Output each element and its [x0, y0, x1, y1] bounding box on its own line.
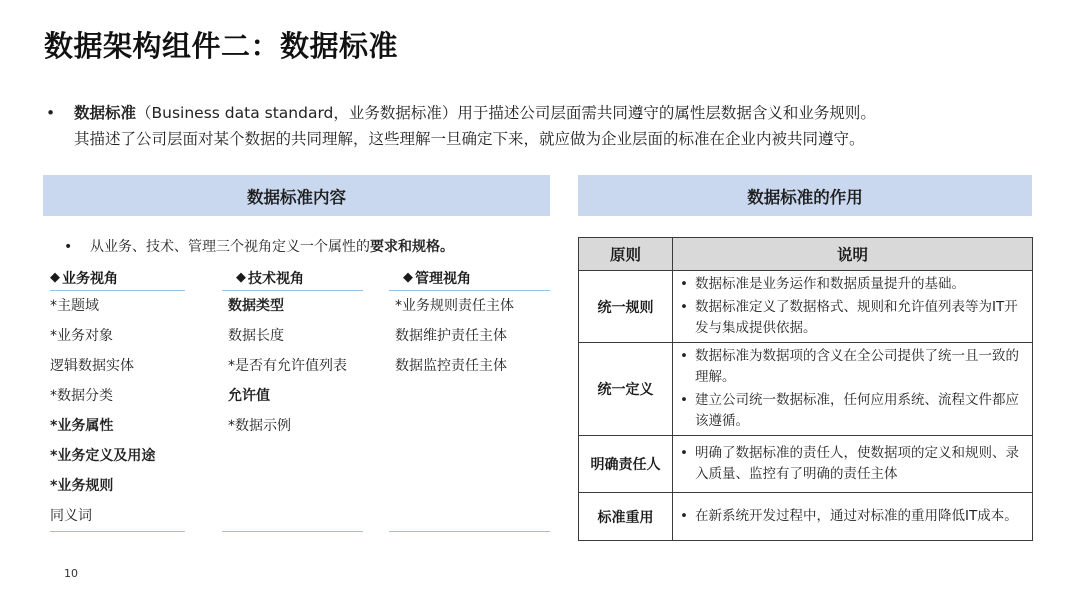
column-header: [389, 265, 550, 291]
description-cell: [673, 493, 1033, 541]
list-item: 数据长度: [228, 328, 284, 344]
attribute-list: [222, 291, 363, 441]
list-item: 允许值: [228, 388, 270, 404]
effects-section-header: 数据标准的作用: [578, 175, 1032, 216]
principle-cell: 明确责任人: [579, 436, 673, 493]
technical-perspective-column: [222, 265, 363, 441]
header-description: 说明: [673, 238, 1033, 271]
list-item: *业务属性: [50, 418, 114, 434]
intro-bullet: •: [46, 104, 56, 122]
diamond-icon: ◆: [50, 270, 60, 285]
page-title: 数据架构组件二：数据标准: [44, 29, 399, 63]
header-principle: 原则: [579, 238, 673, 271]
list-item: 数据类型: [228, 298, 284, 314]
page-number: 10: [64, 567, 78, 580]
description-point: • 数据标准定义了数据格式、规则和允许值列表等为IT开发与集成提供依据。: [677, 297, 1028, 339]
intro-term: 数据标准: [74, 104, 137, 122]
list-item: 逻辑数据实体: [50, 358, 134, 374]
table-row: [579, 271, 1033, 343]
column-header-label: 业务视角: [62, 270, 118, 287]
list-item: 数据维护责任主体: [395, 328, 507, 344]
intro-line-1-rest: （Business data standard，业务数据标准）用于描述公司层面需共同遵守的属性层数据含义和业务规则。: [136, 104, 876, 122]
intro-line-2: 其描述了公司层面对某个数据的共同理解，这些理解一旦确定下来，就应做为企业层面的标准在企业内被共同遵守。: [74, 130, 865, 148]
sub-bullet-emphasis: 要求和规格。: [370, 239, 454, 255]
effects-table: [578, 237, 1033, 541]
column-divider: [50, 531, 185, 532]
list-item: 数据监控责任主体: [395, 358, 507, 374]
column-header-label: 技术视角: [248, 270, 304, 287]
table-header-row: [579, 238, 1033, 271]
sub-bullet-text: 从业务、技术、管理三个视角定义一个属性的: [90, 239, 370, 255]
attribute-list: [50, 291, 185, 531]
column-header: [50, 265, 185, 291]
column-divider: [222, 531, 363, 532]
description-cell: [673, 343, 1033, 436]
description-point: • 明确了数据标准的责任人，使数据项的定义和规则、录入质量、监控有了明确的责任主体: [677, 443, 1028, 485]
list-item: *业务定义及用途: [50, 448, 156, 464]
description-point: • 数据标准是业务运作和数据质量提升的基础。: [677, 274, 1028, 295]
description-point: • 在新系统开发过程中，通过对标准的重用降低IT成本。: [677, 506, 1028, 527]
list-item: *业务对象: [50, 328, 113, 344]
table-row: [579, 436, 1033, 493]
description-point: • 建立公司统一数据标准，任何应用系统、流程文件都应该遵循。: [677, 390, 1028, 432]
intro-paragraph: [46, 100, 1046, 152]
management-perspective-column: [389, 265, 550, 381]
diamond-icon: ◆: [403, 270, 413, 285]
list-item: *主题域: [50, 298, 99, 314]
list-item: *数据分类: [50, 388, 113, 404]
business-perspective-column: [50, 265, 185, 531]
column-header: [222, 265, 363, 291]
attribute-list: [389, 291, 550, 381]
list-item: 同义词: [50, 508, 92, 524]
intro-line-1: [46, 100, 1046, 126]
diamond-icon: ◆: [236, 270, 246, 285]
list-item: *业务规则: [50, 478, 114, 494]
list-item: *是否有允许值列表: [228, 358, 347, 374]
principle-cell: 统一定义: [579, 343, 673, 436]
principle-cell: 统一规则: [579, 271, 673, 343]
list-item: *业务规则责任主体: [395, 298, 514, 314]
description-cell: [673, 436, 1033, 493]
sub-bullet-dot: •: [64, 239, 73, 255]
perspective-description: [64, 236, 454, 256]
table-row: [579, 493, 1033, 541]
list-item: *数据示例: [228, 418, 291, 434]
content-section-header: 数据标准内容: [43, 175, 550, 216]
principle-cell: 标准重用: [579, 493, 673, 541]
column-header-label: 管理视角: [415, 270, 471, 287]
column-divider: [389, 531, 550, 532]
description-point: • 数据标准为数据项的含义在全公司提供了统一且一致的理解。: [677, 346, 1028, 388]
description-cell: [673, 271, 1033, 343]
table-row: [579, 343, 1033, 436]
